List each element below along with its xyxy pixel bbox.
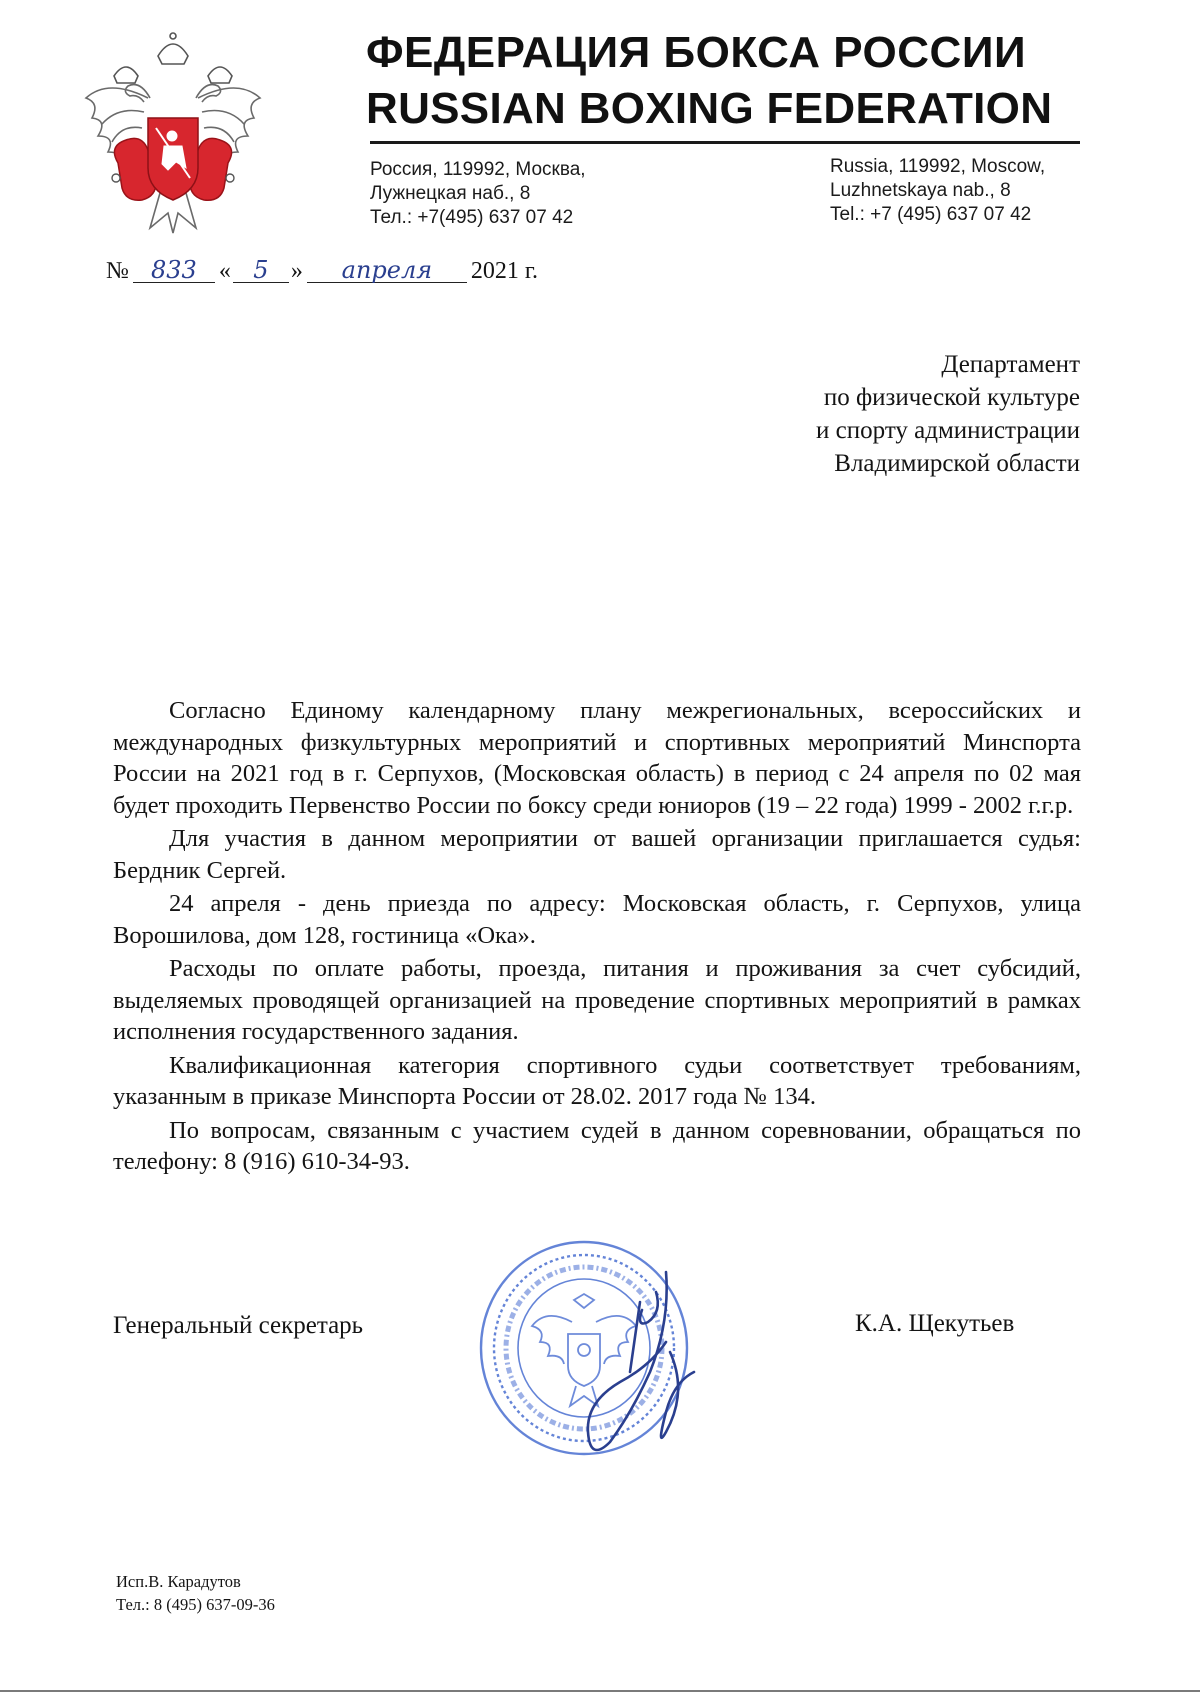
signer-position: Генеральный секретарь <box>113 1312 364 1339</box>
registration-number: 833 <box>133 258 215 283</box>
addressee-line-2: по физической культуре <box>823 384 1080 411</box>
registration-month: апреля <box>307 258 467 283</box>
registration-day: 5 <box>233 258 289 283</box>
addressee-line-3: и спорту администрации <box>816 417 1080 444</box>
body-paragraph-4: Расходы по оплате работы, проезда, питания и проживания за счет субсидий, выделяемых проводящей организацией на проведение спортивных мероприятий в рамках исполнения государственного задания. <box>113 955 1081 1045</box>
executor-phone: Тел.: 8 (495) 637-09-36 <box>116 1595 275 1614</box>
signer-name: К.А. Щекутьев <box>855 1310 1015 1337</box>
address-ru-line-1: Россия, 119992, Москва, <box>370 159 586 180</box>
registration-line <box>106 258 538 285</box>
addressee-line-1: Департамент <box>941 351 1080 378</box>
body-paragraph-5: Квалификационная категория спортивного судьи соответствует требованиям, указанным в приказе Минспорта России от 28.02. 2017 года № 134. <box>113 1051 1081 1110</box>
quote-close: » <box>290 258 303 284</box>
header-divider <box>370 141 1080 144</box>
address-ru <box>370 158 586 230</box>
addressee-block <box>816 348 1080 480</box>
address-en-line-3: Tel.: +7 (495) 637 07 42 <box>830 204 1032 225</box>
number-sign: № <box>106 258 129 284</box>
page-bottom-edge <box>0 1690 1200 1692</box>
federation-title-en: RUSSIAN BOXING FEDERATION <box>366 84 1053 133</box>
address-ru-line-3: Тел.: +7(495) 637 07 42 <box>370 207 574 228</box>
quote-open: « <box>218 258 231 284</box>
body-paragraph-3: 24 апреля - день приезда по адресу: Московская область, г. Серпухов, улица Ворошилова, дом 128, гостиница «Ока». <box>113 890 1081 949</box>
federation-title-ru: ФЕДЕРАЦИЯ БОКСА РОССИИ <box>366 28 1027 77</box>
address-en-line-1: Russia, 119992, Moscow, <box>830 156 1046 177</box>
body-paragraph-2: Для участия в данном мероприятии от вашей организации приглашается судья: Бердник Сергей. <box>113 825 1081 884</box>
address-ru-line-2: Лужнецкая наб., 8 <box>370 183 531 204</box>
body-paragraph-6: По вопросам, связанным с участием судей в данном соревновании, обращаться по телефону: 8 (916) 610-34-93. <box>113 1116 1081 1175</box>
letter-body <box>113 695 1081 1180</box>
executor-block <box>116 1570 275 1616</box>
registration-year: 2021 г. <box>470 258 539 284</box>
executor-name: Исп.В. Карадутов <box>116 1572 241 1591</box>
handwritten-signature-icon <box>570 1262 700 1462</box>
addressee-line-4: Владимирской области <box>834 450 1080 477</box>
body-paragraph-1: Согласно Единому календарному плану межрегиональных, всероссийских и международных физкультурных мероприятий и спортивных мероприятий Минспорта России на 2021 год в г. Серпухов, (Московская область) в период с 24 апреля по 02 мая будет проходить Первенство России по боксу среди юниоров (19 – 22 года) 1999 - 2002 г.г.р. <box>113 697 1081 819</box>
federation-emblem-icon <box>78 28 268 238</box>
address-en-line-2: Luzhnetskaya nab., 8 <box>830 180 1011 201</box>
address-en <box>830 155 1045 227</box>
